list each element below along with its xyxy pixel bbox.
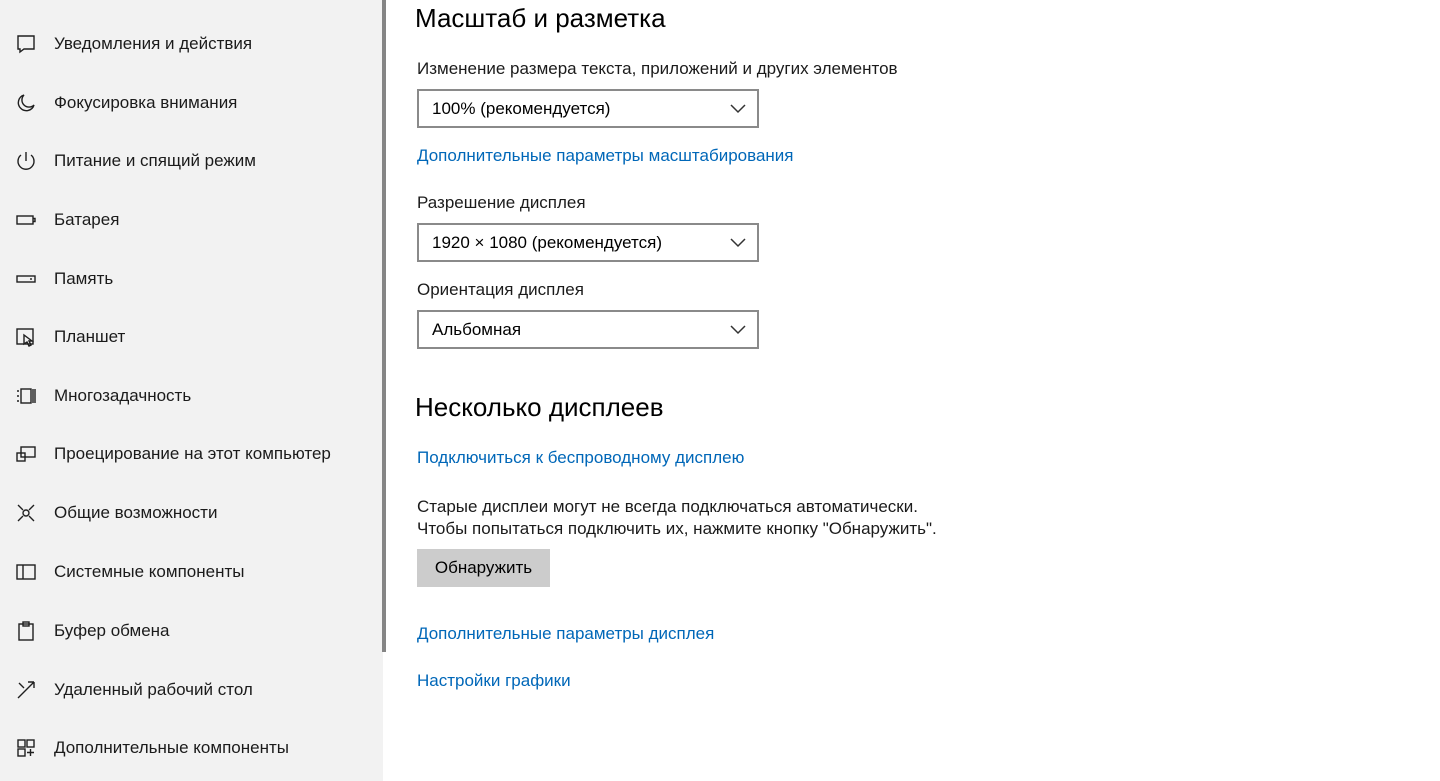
wireless-display-link[interactable]: Подключиться к беспроводному дисплею — [417, 448, 745, 467]
advanced-scaling-link[interactable]: Дополнительные параметры масштабирования — [417, 146, 794, 165]
sidebar-item-label: Батарея — [54, 210, 120, 229]
sidebar-item-power-sleep[interactable] — [0, 132, 383, 190]
sidebar-item-battery[interactable] — [0, 191, 383, 249]
sidebar-item-label: Общие возможности — [54, 503, 218, 522]
sidebar-item-label: Буфер обмена — [54, 621, 170, 640]
moon-icon — [14, 91, 38, 115]
system-components-icon — [14, 560, 38, 584]
sidebar-item-label: Дополнительные компоненты — [54, 738, 289, 757]
clipboard-icon — [14, 619, 38, 643]
sidebar-item-clipboard[interactable] — [0, 602, 383, 660]
power-icon — [14, 149, 38, 173]
sidebar-item-label: Память — [54, 269, 114, 288]
settings-sidebar — [0, 0, 383, 781]
graphics-settings-link[interactable]: Настройки графики — [417, 671, 571, 690]
detect-button[interactable]: Обнаружить — [417, 549, 550, 587]
remote-desktop-icon — [14, 678, 38, 702]
sidebar-item-storage[interactable] — [0, 250, 383, 308]
sidebar-item-label: Проецирование на этот компьютер — [54, 444, 331, 463]
sidebar-item-multitasking[interactable] — [0, 367, 383, 425]
scale-dropdown[interactable] — [417, 89, 759, 128]
projecting-icon — [14, 442, 38, 466]
advanced-display-link[interactable]: Дополнительные параметры дисплея — [417, 624, 715, 643]
sidebar-scrollbar[interactable] — [382, 0, 386, 652]
chevron-down-icon — [729, 322, 747, 336]
sidebar-item-label: Системные компоненты — [54, 562, 245, 581]
shared-experiences-icon — [14, 501, 38, 525]
optional-features-icon — [14, 736, 38, 760]
tablet-icon — [14, 325, 38, 349]
scale-layout-heading: Масштаб и разметка — [415, 3, 666, 33]
scale-label: Изменение размера текста, приложений и других элементов — [417, 59, 898, 78]
sidebar-item-optional-features[interactable] — [0, 719, 383, 777]
orientation-dropdown[interactable] — [417, 310, 759, 349]
orientation-dropdown-value: Альбомная — [432, 320, 522, 339]
sidebar-item-notifications[interactable] — [0, 15, 383, 73]
chevron-down-icon — [729, 235, 747, 249]
sidebar-item-label: Фокусировка внимания — [54, 93, 238, 112]
notifications-icon — [14, 32, 38, 56]
sidebar-item-projecting[interactable] — [0, 425, 383, 483]
multiple-displays-heading: Несколько дисплеев — [415, 392, 664, 422]
sidebar-item-system-components[interactable] — [0, 543, 383, 601]
sidebar-item-tablet[interactable] — [0, 308, 383, 366]
orientation-label: Ориентация дисплея — [417, 280, 584, 299]
detect-info-line-2: Чтобы попытаться подключить их, нажмите кнопку "Обнаружить". — [417, 519, 937, 538]
battery-icon — [14, 208, 38, 232]
storage-icon — [14, 267, 38, 291]
sidebar-item-label: Многозадачность — [54, 386, 192, 405]
sidebar-item-focus-assist[interactable] — [0, 74, 383, 132]
sidebar-item-label: Планшет — [54, 327, 126, 346]
multitasking-icon — [14, 384, 38, 408]
sidebar-item-label: Питание и спящий режим — [54, 151, 256, 170]
sidebar-item-shared-experiences[interactable] — [0, 484, 383, 542]
chevron-down-icon — [729, 101, 747, 115]
resolution-label: Разрешение дисплея — [417, 193, 586, 212]
resolution-dropdown-value: 1920 × 1080 (рекомендуется) — [432, 233, 662, 252]
detect-info-line-1: Старые дисплеи могут не всегда подключаться автоматически. — [417, 497, 918, 516]
sidebar-item-label: Уведомления и действия — [54, 34, 253, 53]
resolution-dropdown[interactable] — [417, 223, 759, 262]
sidebar-item-label: Удаленный рабочий стол — [54, 680, 253, 699]
scale-dropdown-value: 100% (рекомендуется) — [432, 99, 611, 118]
sidebar-item-remote-desktop[interactable] — [0, 661, 383, 719]
